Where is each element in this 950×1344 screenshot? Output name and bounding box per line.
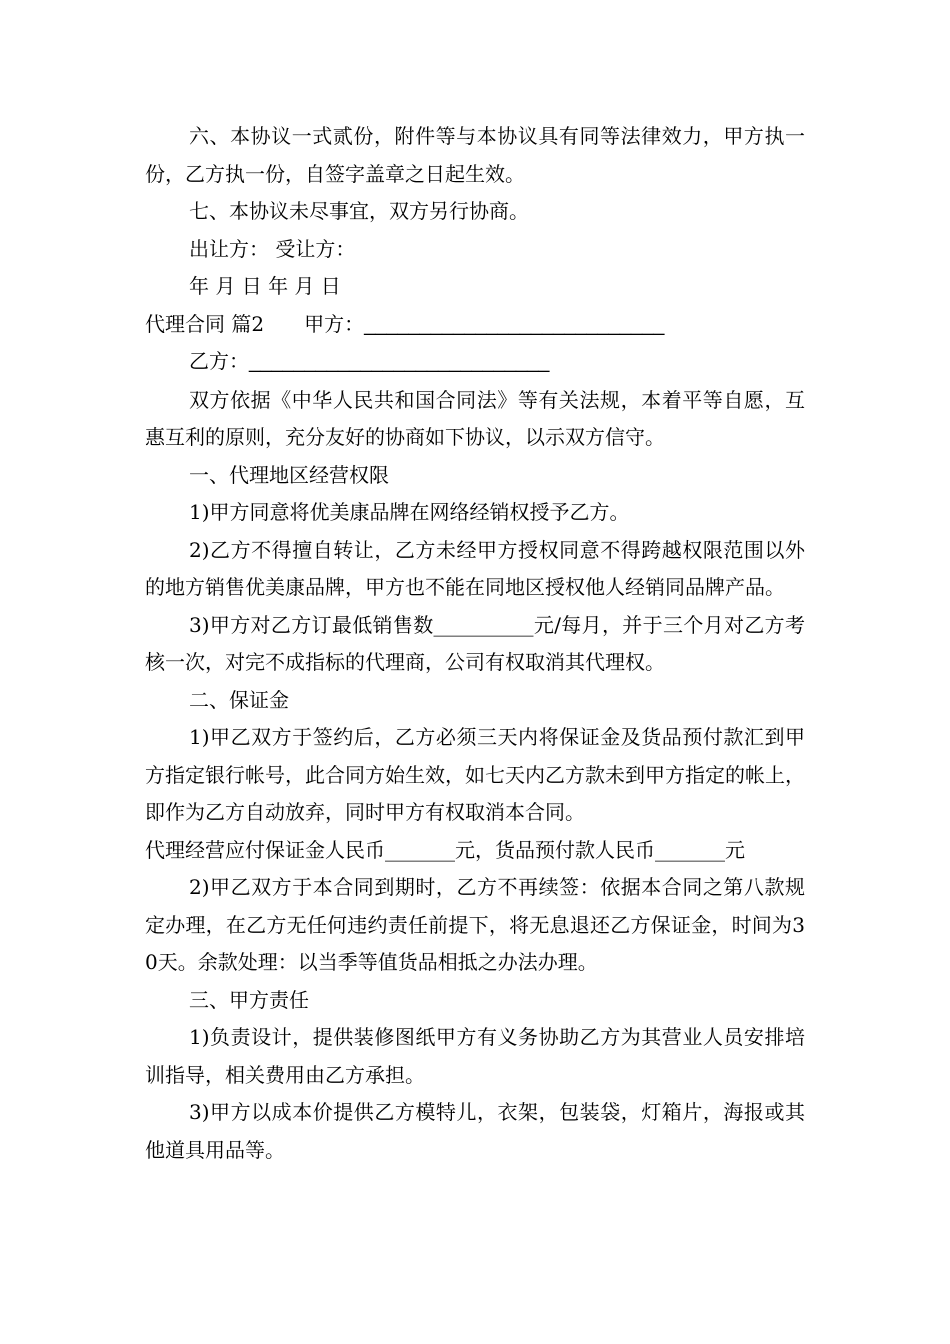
signature-parties: 出让方： 受让方： — [189, 236, 356, 261]
contract-title-line — [145, 306, 805, 345]
clause-1-1: 1)甲方同意将优美康品牌在网络经销权授予乙方。 — [189, 500, 630, 524]
clause-2-1: 1)甲乙双方于签约后，乙方必须三天内将保证金及货品预付款汇到甲方指定银行帐号，此合同方始生效，如七天内乙方款未到甲方指定的帐上，即作为乙方自动放弃，同时甲方有权取消本合同。 — [145, 725, 805, 824]
clause-1-3: 3)甲方对乙方订最低销售数__________元/每月，并于三个月对乙方考核一次，对完不成指标的代理商，公司有权取消其代理权。 — [145, 612, 805, 674]
document-page — [145, 118, 805, 1169]
section-heading-one: 一、代理地区经营权限 — [189, 462, 389, 487]
contract-title: 代理合同 篇2 — [145, 311, 265, 336]
clause-six: 六、本协议一式贰份，附件等与本协议具有同等法律效力，甲方执一份，乙方执一份，自签字盖章之日起生效。 — [145, 124, 805, 186]
party-a-line: 甲方：___________________________ — [304, 313, 665, 336]
party-b-line: 乙方：___________________________ — [189, 351, 550, 373]
preamble: 双方依据《中华人民共和国合同法》等有关法规，本着平等自愿，互惠互利的原则，充分友好的协商如下协议，以示双方信守。 — [145, 387, 805, 449]
clause-3-3: 3)甲方以成本价提供乙方模特儿，衣架，包装袋，灯箱片，海报或其他道具用品等。 — [145, 1100, 805, 1162]
signature-dates: 年 月 日 年 月 日 — [189, 274, 341, 298]
deposit-amounts: 代理经营应付保证金人民币_______元，货品预付款人民币_______元 — [145, 837, 745, 862]
clause-3-1: 1)负责设计，提供装修图纸甲方有义务协助乙方为其营业人员安排培训指导，相关费用由乙方承担。 — [145, 1025, 805, 1087]
clause-2-2: 2)甲乙双方于本合同到期时，乙方不再续签：依据本合同之第八款规定办理，在乙方无任何违约责任前提下，将无息退还乙方保证金，时间为30天。余款处理：以当季等值货品相抵之办法办理。 — [145, 875, 805, 974]
section-heading-three: 三、甲方责任 — [189, 987, 309, 1012]
clause-seven: 七、本协议未尽事宜，双方另行协商。 — [189, 199, 529, 223]
section-heading-two: 二、保证金 — [189, 687, 289, 712]
clause-1-2: 2)乙方不得擅自转让，乙方未经甲方授权同意不得跨越权限范围以外的地方销售优美康品牌，甲方也不能在同地区授权他人经销同品牌产品。 — [145, 537, 805, 599]
